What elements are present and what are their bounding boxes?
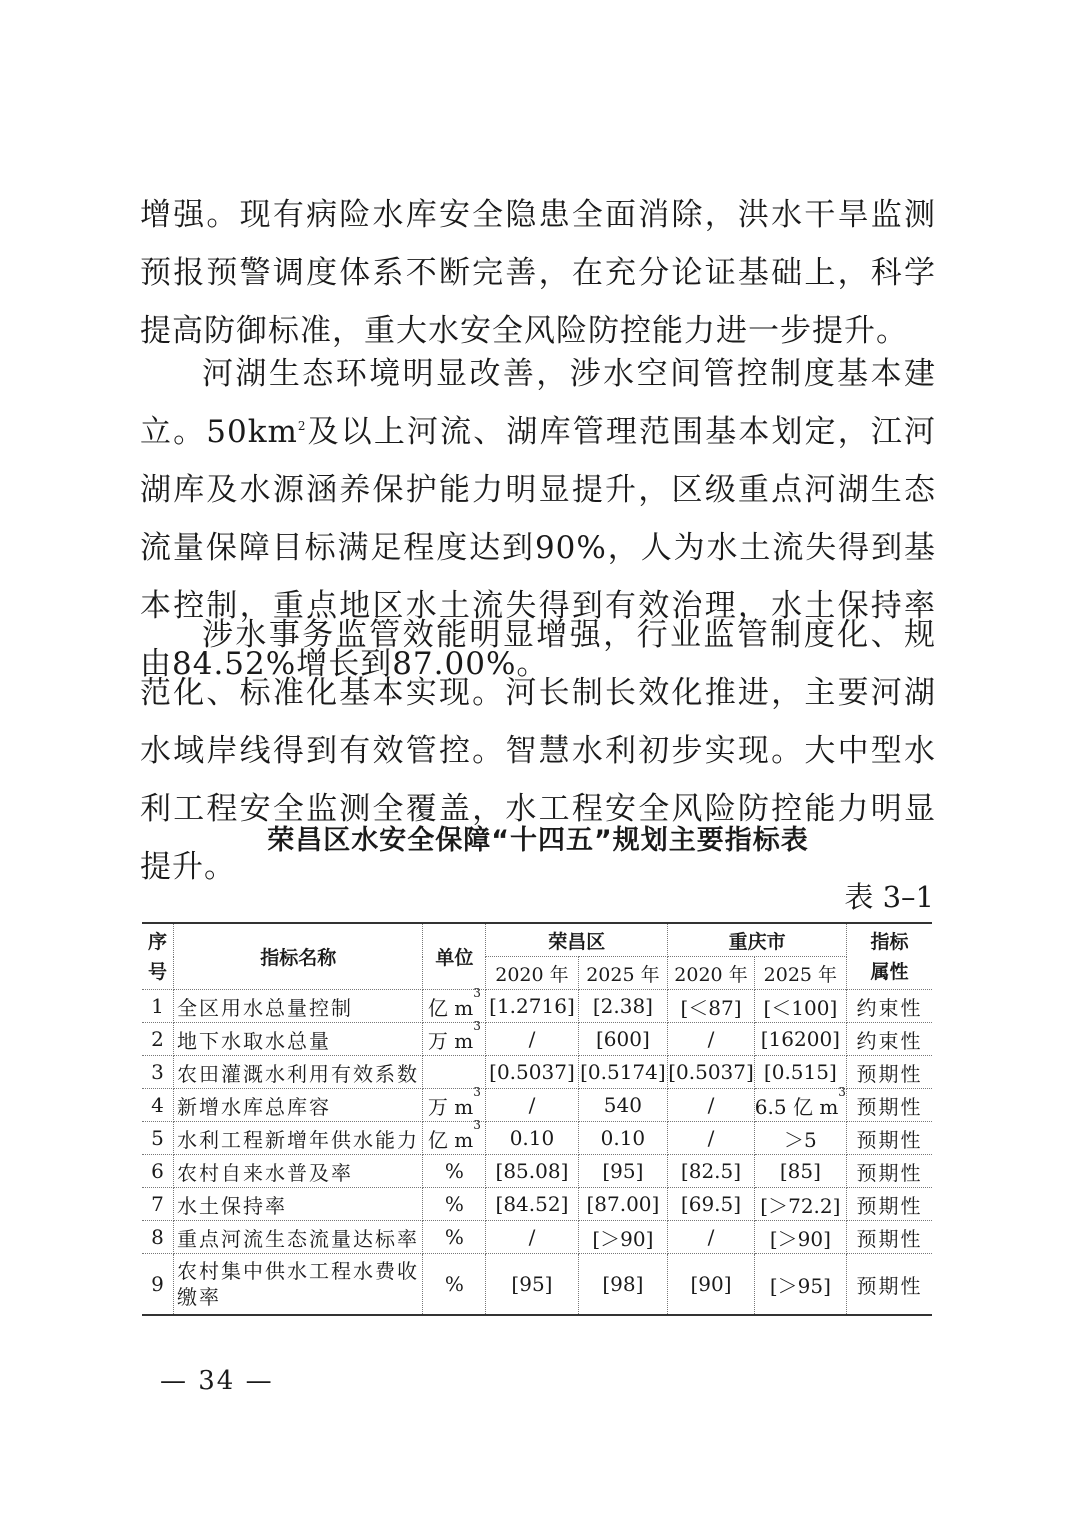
row-number-cell (142, 1023, 173, 1056)
rongchang-2020: [95] (511, 1272, 553, 1296)
rongchang-2025: [95] (602, 1159, 644, 1183)
attribute-cell (846, 1122, 932, 1155)
chongqing-2025-cell (754, 1122, 846, 1155)
indicator-name: 农田灌溉水利用有效系数 (176, 1061, 419, 1086)
rongchang-2020: / (528, 1225, 536, 1249)
unit-superscript: 3 (473, 1117, 481, 1132)
unit: 万 m (427, 1028, 474, 1053)
attribute: 约束性 (856, 995, 923, 1020)
attribute: 预期性 (856, 1193, 923, 1218)
rongchang-2020-cell (486, 1056, 578, 1089)
chongqing-2025: [0.515] (763, 1060, 837, 1084)
indicator-name: 重点河流生态流量达标率 (176, 1226, 419, 1251)
indicator-name-cell (173, 1188, 423, 1221)
paragraph-1 (140, 186, 936, 360)
header-cq-2025: 2025 年 (754, 957, 846, 990)
rongchang-2020: / (528, 1093, 536, 1117)
row-number-cell (142, 1122, 173, 1155)
header-name: 指标名称 (173, 923, 423, 990)
paragraph-2-text-a: 河湖生态环境明显改善，涉水空间管控制度基本建立。50km (140, 356, 936, 450)
paragraph-3-text: 涉水事务监管效能明显增强，行业监管制度化、规范化、标准化基本实现。河长制长效化推进，主要河湖水域岸线得到有效管控。智慧水利初步实现。大中型水利工程安全监测全覆盖，水工程安全风险防控能力明显提升。 (140, 617, 936, 885)
unit-cell (423, 1254, 486, 1316)
indicator-name: 农村集中供水工程水费收缴率 (176, 1259, 419, 1309)
attribute-cell (846, 1023, 932, 1056)
rongchang-2020: [85.08] (495, 1159, 569, 1183)
indicator-name: 全区用水总量控制 (176, 995, 353, 1020)
row-number-cell (142, 1056, 173, 1089)
unit: 亿 m (427, 1127, 474, 1152)
chongqing-2025: 6.5 亿 m (754, 1094, 839, 1119)
chongqing-2025-cell (754, 1188, 846, 1221)
unit-cell (423, 1221, 486, 1254)
unit-cell (423, 1084, 486, 1122)
header-seq: 序号 (142, 923, 173, 990)
chongqing-2020-cell (668, 1221, 755, 1254)
chongqing-2020-cell (668, 1155, 755, 1188)
paragraph-1-text: 增强。现有病险水库安全隐患全面消除，洪水干旱监测预报预警调度体系不断完善，在充分论证基础上，科学提高防御标准，重大水安全风险防控能力进一步提升。 (140, 197, 936, 349)
attribute: 预期性 (856, 1273, 923, 1298)
table-row (142, 1221, 932, 1254)
rongchang-2025-cell (578, 1221, 668, 1254)
indicator-name: 水土保持率 (176, 1193, 287, 1218)
chongqing-2020: / (707, 1027, 715, 1051)
header-unit: 单位 (423, 923, 486, 990)
row-number: 4 (151, 1093, 164, 1117)
row-number: 3 (151, 1060, 164, 1084)
chongqing-2020: [90] (690, 1272, 732, 1296)
rongchang-2025-cell (578, 1089, 668, 1122)
chongqing-2025-cell (754, 1084, 846, 1122)
row-number: 9 (151, 1272, 164, 1296)
rongchang-2025-cell (578, 1056, 668, 1089)
attribute: 预期性 (856, 1160, 923, 1185)
rongchang-2025-cell (578, 1188, 668, 1221)
rongchang-2020-cell (486, 1155, 578, 1188)
rongchang-2025-cell (578, 1122, 668, 1155)
chongqing-2025: [＜100] (763, 995, 838, 1020)
unit: % (444, 1159, 464, 1183)
chongqing-2025-cell (754, 990, 846, 1023)
attribute-cell (846, 1056, 932, 1089)
chongqing-2025-cell (754, 1023, 846, 1056)
rongchang-2025: [0.5174] (580, 1060, 666, 1084)
rongchang-2025-cell (578, 1254, 668, 1316)
attribute-cell (846, 1254, 932, 1316)
attribute: 预期性 (856, 1094, 923, 1119)
chongqing-2025-cell (754, 1155, 846, 1188)
indicator-table (142, 922, 932, 1316)
unit-superscript: 3 (473, 985, 481, 1000)
chongqing-2020: / (707, 1093, 715, 1117)
chongqing-2020-cell (668, 1254, 755, 1316)
row-number: 2 (151, 1027, 164, 1051)
chongqing-2025: [＞90] (769, 1226, 831, 1251)
table-row (142, 1089, 932, 1122)
chongqing-2025: [＞72.2] (760, 1193, 841, 1218)
attribute: 预期性 (856, 1061, 923, 1086)
chongqing-2020-cell (668, 1089, 755, 1122)
rongchang-2025: [＞90] (592, 1226, 654, 1251)
attribute-cell (846, 1155, 932, 1188)
rongchang-2025: 540 (603, 1093, 642, 1117)
header-rc-2025: 2025 年 (578, 957, 668, 990)
attribute-cell (846, 1188, 932, 1221)
table-row (142, 1188, 932, 1221)
chongqing-2020: [＜87] (680, 995, 742, 1020)
unit-superscript: 3 (473, 1084, 481, 1099)
indicator-name: 地下水取水总量 (176, 1028, 331, 1053)
chongqing-2025: [16200] (760, 1027, 840, 1051)
indicator-name-cell (173, 1023, 423, 1056)
rongchang-2020-cell (486, 1188, 578, 1221)
chongqing-2025-cell (754, 1056, 846, 1089)
table-number: 表 3–1 (844, 880, 934, 914)
unit-cell (423, 1155, 486, 1188)
chongqing-2020: [0.5037] (668, 1060, 754, 1084)
indicator-name: 新增水库总库容 (176, 1094, 331, 1119)
indicator-name-cell (173, 990, 423, 1023)
rongchang-2020-cell (486, 990, 578, 1023)
rongchang-2020: [1.2716] (489, 994, 575, 1018)
unit-superscript: 3 (473, 1018, 481, 1033)
rongchang-2020: / (528, 1027, 536, 1051)
row-number-cell (142, 1089, 173, 1122)
header-rc-2020: 2020 年 (486, 957, 578, 990)
unit: 亿 m (427, 995, 474, 1020)
header-rongchang: 荣昌区 (486, 923, 668, 957)
rongchang-2025: [98] (602, 1272, 644, 1296)
chongqing-2020: [69.5] (680, 1192, 742, 1216)
chongqing-2020: / (707, 1225, 715, 1249)
indicator-name: 农村自来水普及率 (176, 1160, 353, 1185)
row-number: 5 (151, 1126, 164, 1150)
row-number: 6 (151, 1159, 164, 1183)
table-row (142, 990, 932, 1023)
header-attr: 指标属性 (846, 923, 932, 990)
rongchang-2020: 0.10 (509, 1126, 555, 1150)
rongchang-2020-cell (486, 1122, 578, 1155)
indicator-name-cell (173, 1254, 423, 1316)
rongchang-2020: [0.5037] (489, 1060, 575, 1084)
superscript-2: 2 (297, 419, 307, 433)
chongqing-2025-superscript: 3 (838, 1084, 846, 1099)
chongqing-2025: [85] (779, 1159, 821, 1183)
row-number-cell (142, 990, 173, 1023)
rongchang-2025: [600] (596, 1027, 650, 1051)
row-number: 7 (151, 1192, 164, 1216)
rongchang-2020: [84.52] (495, 1192, 569, 1216)
indicator-name-cell (173, 1221, 423, 1254)
attribute: 预期性 (856, 1127, 923, 1152)
rongchang-2020-cell (486, 1023, 578, 1056)
rongchang-2025: 0.10 (600, 1126, 646, 1150)
header-cq-2020: 2020 年 (668, 957, 755, 990)
indicator-name-cell (173, 1056, 423, 1089)
unit: % (444, 1272, 464, 1296)
attribute-cell (846, 1221, 932, 1254)
table-row (142, 1155, 932, 1188)
rongchang-2025-cell (578, 1023, 668, 1056)
unit-cell (423, 1018, 486, 1056)
attribute: 约束性 (856, 1028, 923, 1053)
chongqing-2020-cell (668, 1023, 755, 1056)
rongchang-2025-cell (578, 990, 668, 1023)
indicator-name-cell (173, 1155, 423, 1188)
unit-cell (423, 1188, 486, 1221)
unit: % (444, 1192, 464, 1216)
table-row (142, 1254, 932, 1316)
attribute-cell (846, 990, 932, 1023)
chongqing-2020-cell (668, 1056, 755, 1089)
attribute-cell (846, 1089, 932, 1122)
chongqing-2020: / (707, 1126, 715, 1150)
chongqing-2020-cell (668, 1188, 755, 1221)
unit-cell (423, 1117, 486, 1155)
rongchang-2025-cell (578, 1155, 668, 1188)
indicator-name-cell (173, 1122, 423, 1155)
attribute: 预期性 (856, 1226, 923, 1251)
rongchang-2020-cell (486, 1221, 578, 1254)
row-number-cell (142, 1221, 173, 1254)
row-number: 8 (151, 1225, 164, 1249)
unit-cell (423, 1056, 486, 1089)
table-title: 荣昌区水安全保障“十四五”规划主要指标表 (267, 825, 809, 856)
unit: % (444, 1225, 464, 1249)
unit-cell (423, 985, 486, 1023)
row-number-cell (142, 1188, 173, 1221)
page-number: — 34 — (160, 1366, 274, 1396)
chongqing-2020-cell (668, 1122, 755, 1155)
chongqing-2025: ＞5 (784, 1127, 817, 1152)
table-row (142, 1122, 932, 1155)
chongqing-2025: [＞95] (769, 1273, 831, 1298)
paragraph-2-text-b: 及以上河流、湖库管理范围基本划定，江河湖库及水源涵养保护能力明显提升，区级重点河湖生态流量保障目标满足程度达到90%，人为水土流失得到基本控制，重点地区水土流失得到有效治理，水土保持率由84.52%增长到87.00%。 (140, 414, 936, 682)
header-chongqing: 重庆市 (668, 923, 847, 957)
chongqing-2025-cell (754, 1221, 846, 1254)
rongchang-2020-cell (486, 1089, 578, 1122)
indicator-name: 水利工程新增年供水能力 (176, 1127, 419, 1152)
rongchang-2025: [87.00] (586, 1192, 660, 1216)
rongchang-2025: [2.38] (592, 994, 653, 1018)
chongqing-2020: [82.5] (680, 1159, 742, 1183)
rongchang-2020-cell (486, 1254, 578, 1316)
unit: 万 m (427, 1094, 474, 1119)
chongqing-2025-cell (754, 1254, 846, 1316)
row-number-cell (142, 1254, 173, 1316)
table-header-row-1 (142, 923, 932, 957)
chongqing-2020-cell (668, 990, 755, 1023)
table-body (142, 985, 932, 1316)
row-number: 1 (151, 994, 164, 1018)
indicator-name-cell (173, 1089, 423, 1122)
table-row (142, 1023, 932, 1056)
table-row (142, 1056, 932, 1089)
row-number-cell (142, 1155, 173, 1188)
